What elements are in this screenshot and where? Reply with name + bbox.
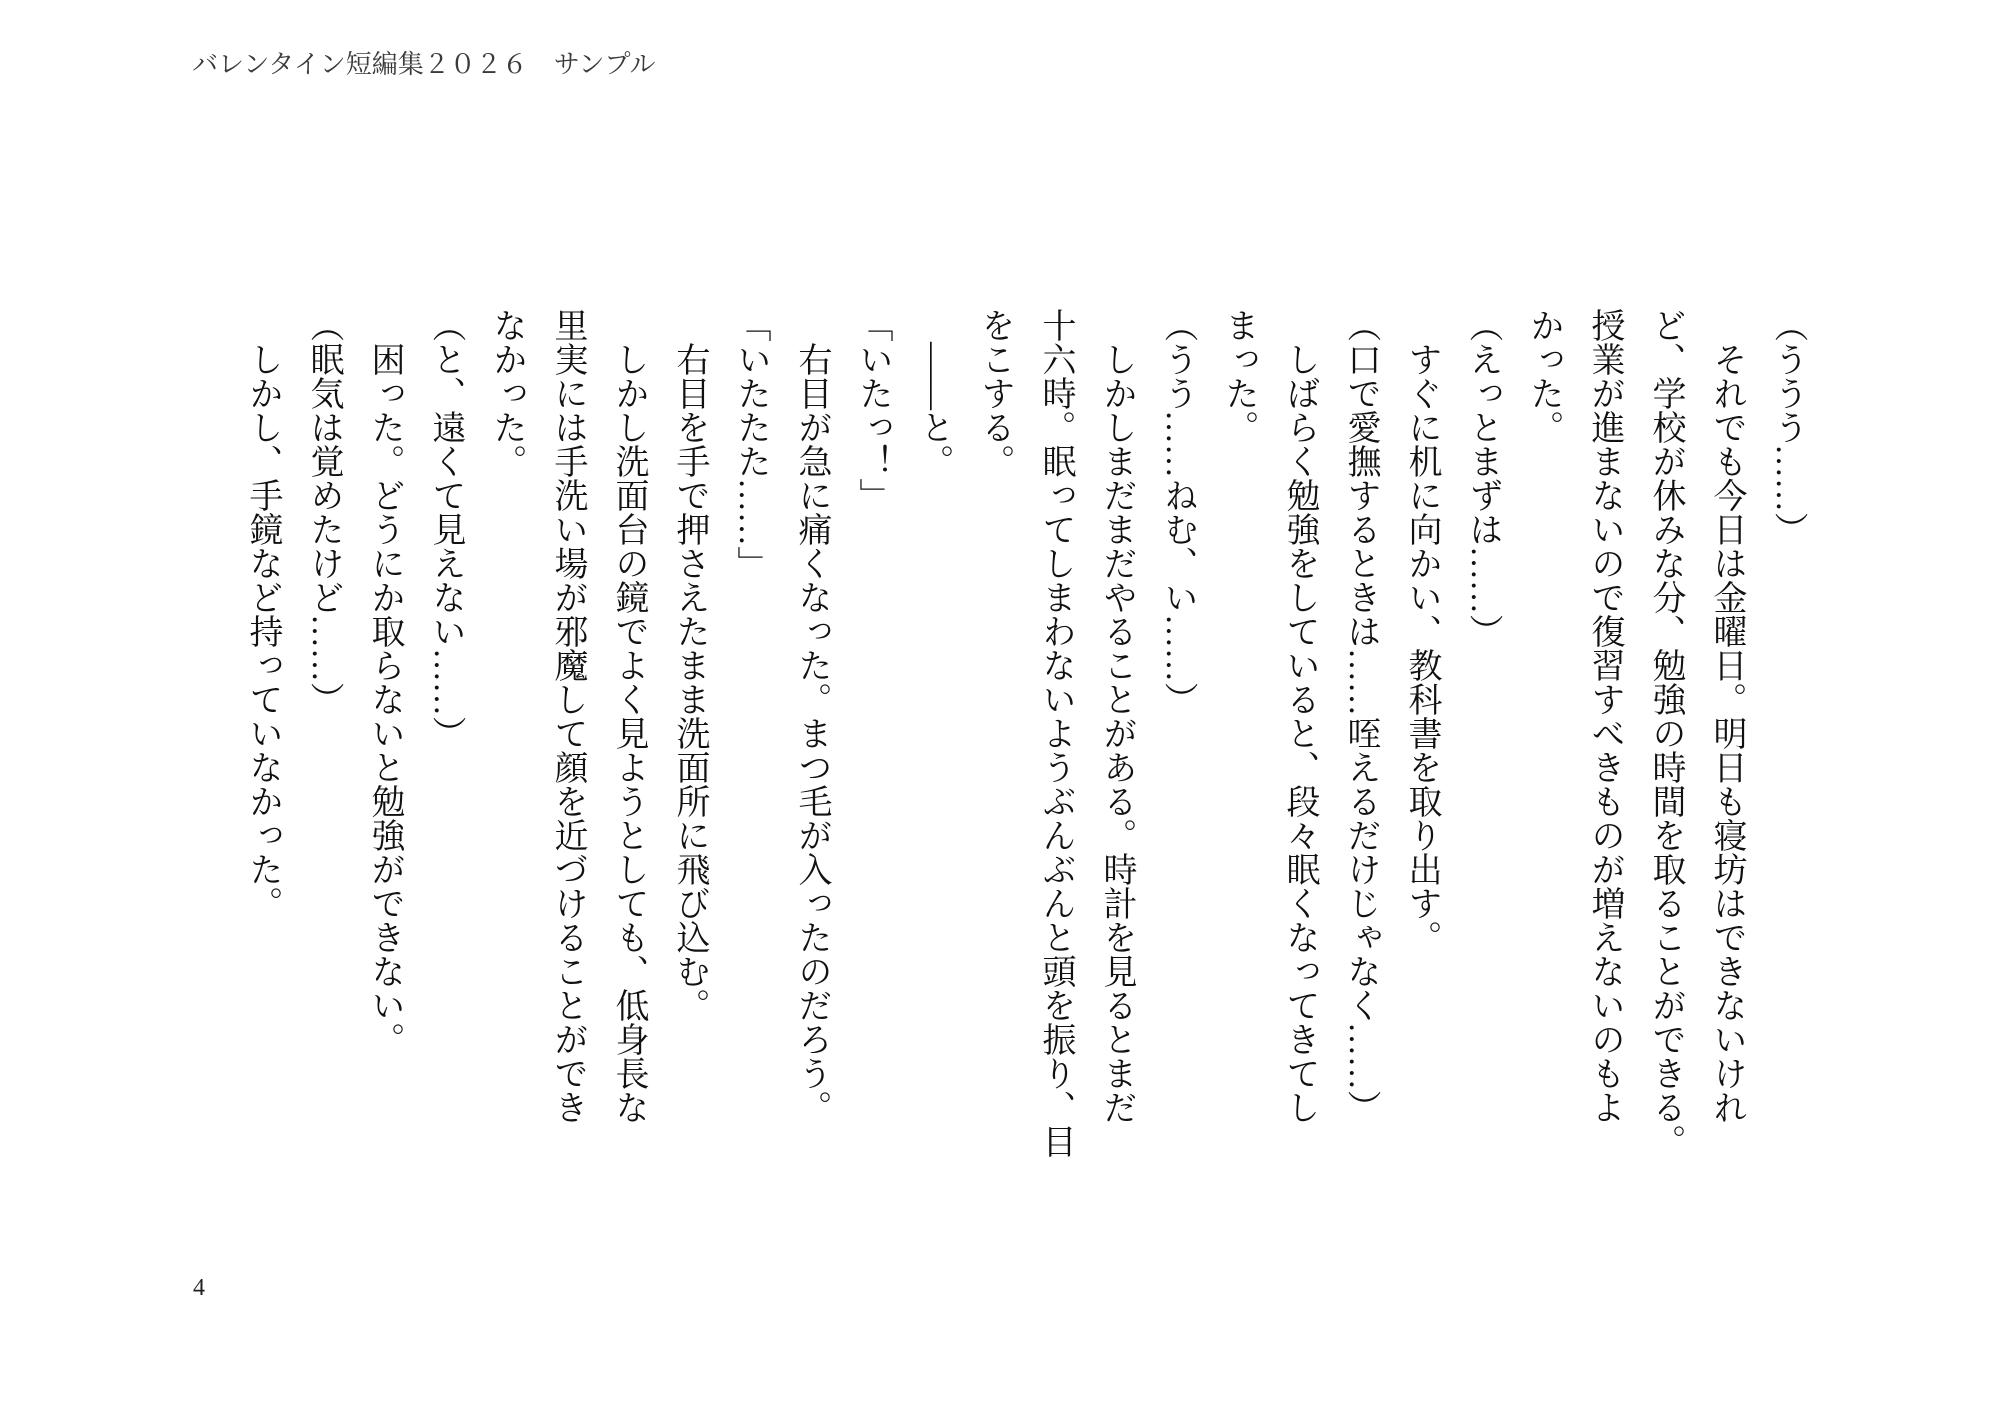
text-line: （ううう……） [1769, 308, 1806, 546]
paragraph [1391, 308, 1452, 1188]
text-line: 「いたたた……」 [732, 308, 769, 580]
text-line: しかしまだまだやることがある。時計を見るとまだ [1098, 342, 1135, 1124]
text-line: 授業が進まないので復習すべきものが増えないのもよ [1586, 308, 1623, 1124]
text-line: なかった。 [488, 308, 525, 478]
paragraph [1208, 308, 1330, 1188]
paragraph [659, 308, 720, 1188]
text-line: （えっとまずは……） [1464, 308, 1501, 648]
paragraph [720, 308, 781, 1188]
paragraph [1147, 308, 1208, 1188]
text-line: をこする。 [976, 308, 1013, 478]
text-line: まった。 [1220, 308, 1257, 444]
paragraph [293, 308, 354, 1188]
paragraph [1757, 308, 1818, 1188]
paragraph [354, 308, 415, 1188]
text-line: （口で愛撫するときは……咥えるだけじゃなく……） [1342, 308, 1379, 1124]
paragraph [1330, 308, 1391, 1188]
paragraph [232, 308, 293, 1188]
text-line: しかし、手鏡など持っていなかった。 [244, 342, 281, 920]
text-line: ど、学校が休みな分、勉強の時間を取ることができる。 [1647, 308, 1684, 1158]
text-line: かった。 [1525, 308, 1562, 444]
text-line: すぐに机に向かい、教科書を取り出す。 [1403, 342, 1440, 954]
page-header-title: バレンタイン短編集２０２６ サンプル [192, 50, 656, 79]
text-line: 右目を手で押さえたまま洗面所に飛び込む。 [671, 342, 708, 1022]
paragraph [781, 308, 842, 1188]
text-line: （眠気は覚めたけど……） [305, 308, 342, 716]
paragraph [476, 308, 659, 1188]
paragraph [903, 308, 964, 1188]
paragraph [1452, 308, 1513, 1188]
text-line: （と、遠くて見えない……） [427, 308, 464, 750]
paragraph [842, 308, 903, 1188]
text-line: （うう……ねむ、い……） [1159, 308, 1196, 716]
body-text [232, 308, 1818, 1188]
page-number: 4 [193, 1275, 205, 1301]
text-line: 「いたっ！」 [854, 308, 891, 512]
text-line: 右目が急に痛くなった。まつ毛が入ったのだろう。 [793, 342, 830, 1124]
text-line: 十六時。眠ってしまわないようぶんぶんと頭を振り、目 [1037, 308, 1074, 1158]
text-line: それでも今日は金曜日。明日も寝坊はできないけれ [1708, 342, 1745, 1124]
text-line: 困った。どうにか取らないと勉強ができない。 [366, 342, 403, 1056]
text-line: しばらく勉強をしていると、段々眠くなってきてし [1281, 342, 1318, 1124]
text-line: ――と。 [915, 342, 952, 478]
paragraph [964, 308, 1147, 1188]
text-line: しかし洗面台の鏡でよく見ようとしても、低身長な [610, 342, 647, 1124]
text-line: 里実には手洗い場が邪魔して顔を近づけることができ [549, 308, 586, 1124]
paragraph [415, 308, 476, 1188]
paragraph [1513, 308, 1757, 1188]
